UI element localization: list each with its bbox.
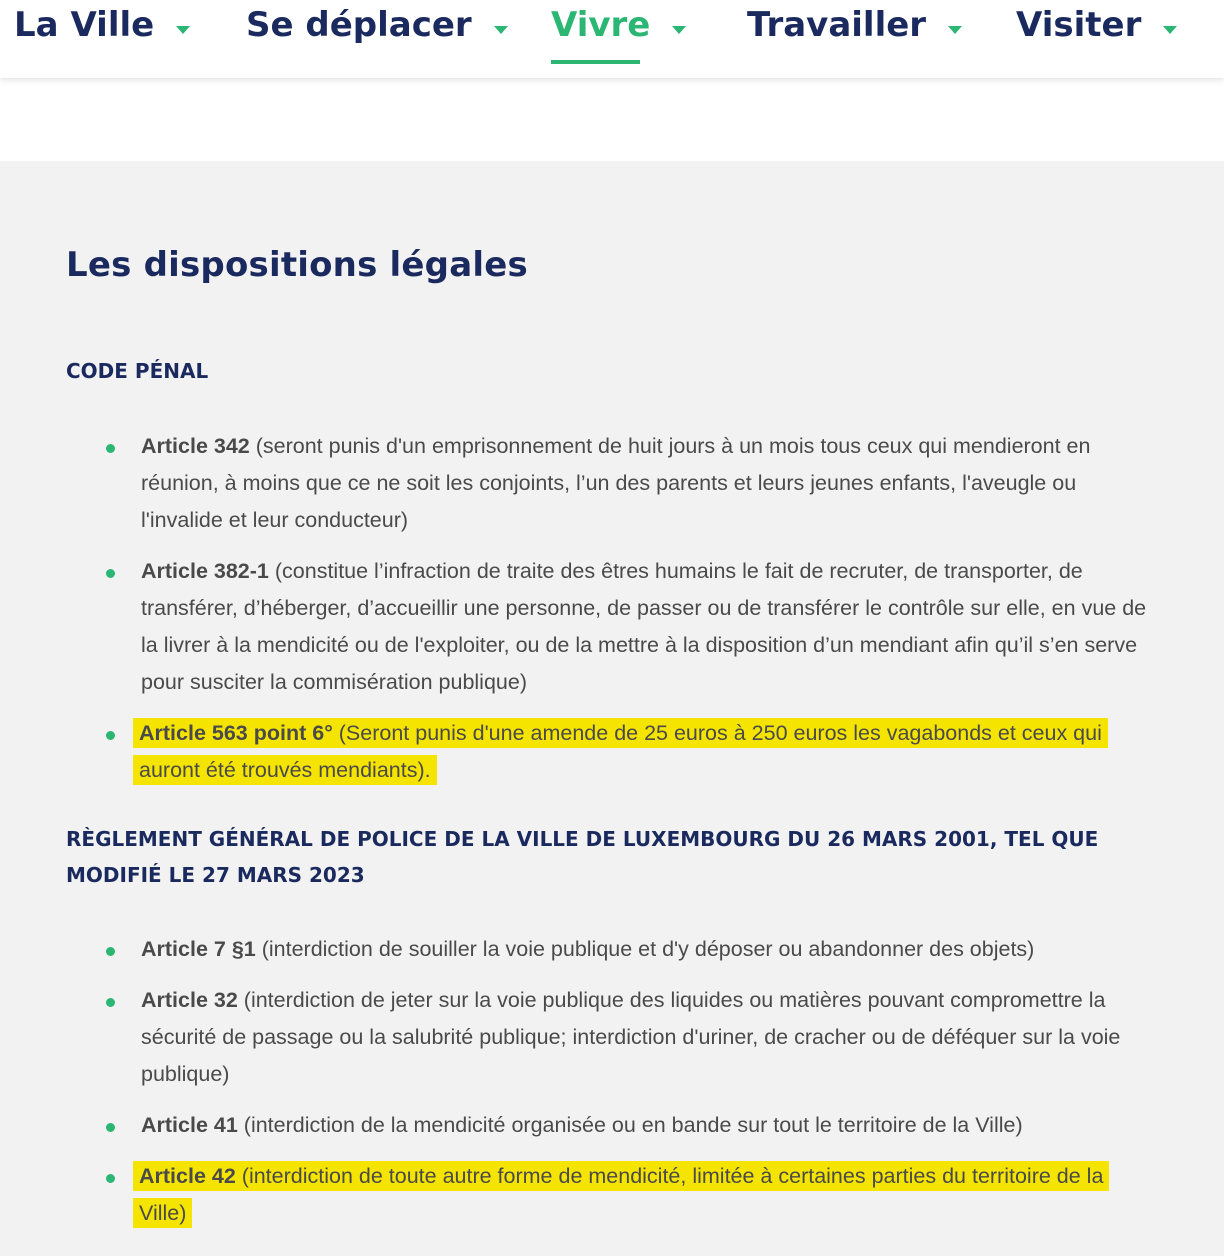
article-number: Article 7 §1 xyxy=(141,937,256,961)
nav-item-la-ville[interactable] xyxy=(14,0,190,64)
legal-provisions-panel xyxy=(0,161,1224,1256)
nav-item-label: Se déplacer xyxy=(246,5,472,45)
article-description: (interdiction de jeter sur la voie publique des liquides ou matières pouvant compromettre la sécurité de passage ou la salubrité publique; interdiction d'uriner, de cracher ou de déféquer sur la voie publique) xyxy=(141,988,1121,1086)
article-description: (interdiction de toute autre forme de mendicité, limitée à certaines parties du territoire de la Ville) xyxy=(139,1164,1104,1225)
article-number: Article 342 xyxy=(141,434,250,458)
bullet-icon xyxy=(106,731,115,740)
list-item xyxy=(0,931,1161,968)
code-penal-article-list xyxy=(0,428,1224,803)
nav-item-label: Travailler xyxy=(747,5,927,45)
list-item xyxy=(0,1158,1161,1232)
caret-down-icon xyxy=(672,26,686,34)
article-number: Article 32 xyxy=(141,988,238,1012)
bullet-icon xyxy=(106,947,115,956)
section-heading-code-penal: CODE PÉNAL xyxy=(66,359,209,383)
bullet-icon xyxy=(106,569,115,578)
list-item xyxy=(0,428,1161,539)
highlighted-text xyxy=(133,1161,1109,1228)
caret-down-icon xyxy=(494,26,508,34)
article-number: Article 41 xyxy=(141,1113,238,1137)
article-description: (interdiction de souiller la voie publique et d'y déposer ou abandonner des objets) xyxy=(255,937,1035,961)
nav-item-vivre[interactable] xyxy=(551,0,686,64)
nav-item-label: La Ville xyxy=(14,5,155,45)
article-number: Article 382-1 xyxy=(141,559,269,583)
bullet-icon xyxy=(106,1123,115,1132)
nav-item-label: Vivre xyxy=(551,5,651,45)
main-navigation xyxy=(0,0,1224,78)
nav-item-label: Visiter xyxy=(1016,5,1142,45)
article-description: (seront punis d'un emprisonnement de huit jours à un mois tous ceux qui mendieront en réunion, à moins que ce ne soit les conjoints, l’un des parents et leurs jeunes enfants, l'aveugle ou l'invalide et leur conducteur) xyxy=(141,434,1091,532)
caret-down-icon xyxy=(176,26,190,34)
list-item xyxy=(0,715,1161,789)
bullet-icon xyxy=(106,1174,115,1183)
bullet-icon xyxy=(106,998,115,1007)
article-number: Article 563 point 6° xyxy=(139,721,333,745)
nav-item-travailler[interactable] xyxy=(747,0,962,64)
page-top-band xyxy=(0,78,1224,161)
caret-down-icon xyxy=(1163,26,1177,34)
highlighted-text xyxy=(133,718,1108,785)
section-heading-reglement-police: RÈGLEMENT GÉNÉRAL DE POLICE DE LA VILLE DE LUXEMBOURG DU 26 MARS 2001, TEL QUE MODIFIÉ LE 27 MARS 2023 xyxy=(66,827,1099,887)
caret-down-icon xyxy=(948,26,962,34)
list-item xyxy=(0,982,1161,1093)
reglement-police-article-list xyxy=(0,931,1224,1246)
page-title: Les dispositions légales xyxy=(66,245,528,285)
article-description: (Seront punis d'une amende de 25 euros à 250 euros les vagabonds et ceux qui auront été trouvés mendiants). xyxy=(139,721,1102,782)
active-tab-underline xyxy=(551,60,640,64)
article-description: (interdiction de la mendicité organisée ou en bande sur tout le territoire de la Ville) xyxy=(237,1113,1023,1137)
list-item xyxy=(0,553,1161,701)
article-description: (constitue l’infraction de traite des êtres humains le fait de recruter, de transporter, de transférer, d’héberger, d’accueillir une personne, de passer ou de transférer le contrôle sur elle, en vue de la livrer à la mendicité ou de l'exploiter, ou de la mettre à la disposition d’un mendiant afin qu’il s’en serve pour susciter la commisération publique) xyxy=(141,559,1147,694)
list-item xyxy=(0,1107,1161,1144)
nav-item-visiter[interactable] xyxy=(1016,0,1177,64)
bullet-icon xyxy=(106,444,115,453)
nav-item-se-deplacer[interactable] xyxy=(246,0,508,64)
article-number: Article 42 xyxy=(139,1164,236,1188)
